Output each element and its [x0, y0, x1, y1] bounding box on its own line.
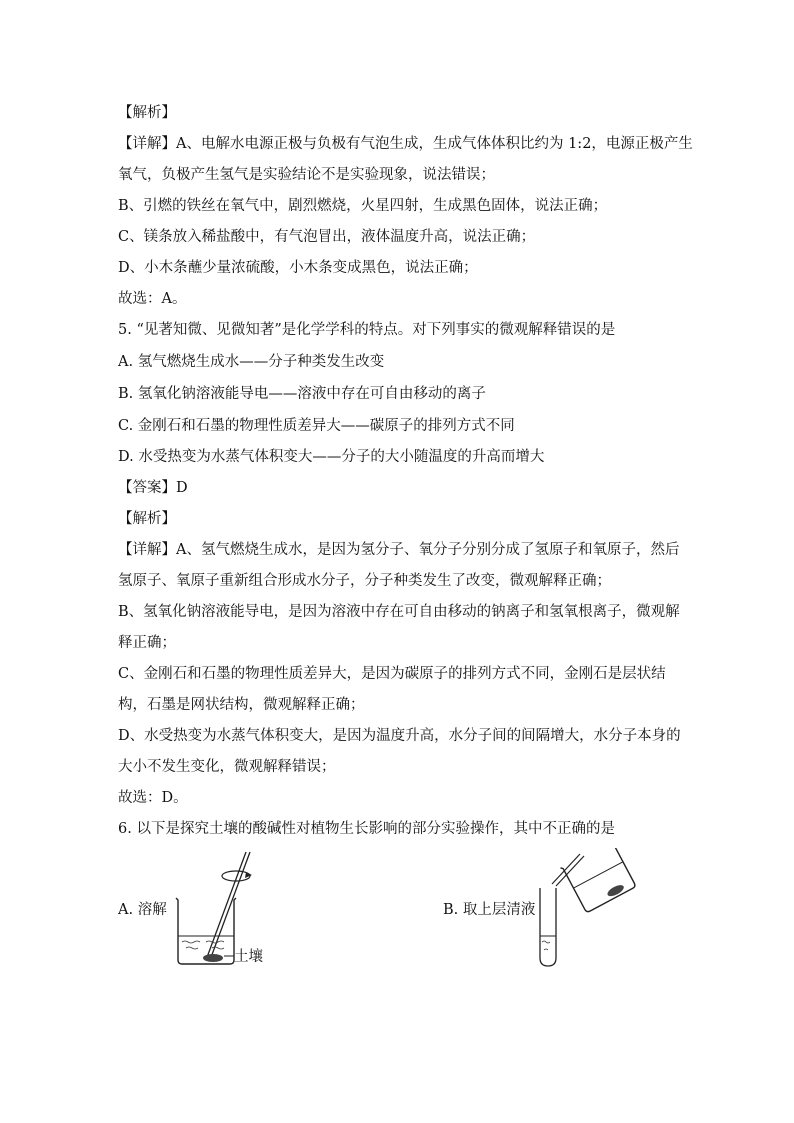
text-line: 氧气，负极产生氢气是实验结论不是实验现象，说法错误；	[118, 167, 495, 183]
text-line: C、金刚石和石墨的物理性质差异大，是因为碳原子的排列方式不同，金刚石是层状结	[118, 666, 666, 682]
option-a-label: A. 溶解	[118, 902, 167, 918]
text-line: A. 氢气燃烧生成水——分子种类发生改变	[118, 354, 385, 370]
text-line: B、氢氧化钠溶液能导电，是因为溶液中存在可自由移动的钠离子和氢氧根离子，微观解	[118, 604, 680, 620]
text-line: 6. 以下是探究土壤的酸碱性对植物生长影响的部分实验操作，其中不正确的是	[118, 821, 615, 837]
text-line: 构，石墨是网状结构，微观解释正确；	[118, 697, 365, 713]
text-line: D、小木条蘸少量浓硫酸，小木条变成黑色，说法正确；	[118, 260, 478, 276]
pouring-supernatant-figure	[528, 848, 638, 970]
text-line: 【详解】A、电解水电源正极与负极有气泡生成，生成气体体积比约为 1:2，电源正极产生	[118, 136, 693, 152]
text-line: C. 金刚石和石墨的物理性质差异大——碳原子的排列方式不同	[118, 418, 515, 434]
text-line: 故选：D。	[118, 790, 188, 806]
text-line: 释正确；	[118, 635, 176, 651]
text-line: D. 水受热变为水蒸气体积变大——分子的大小随温度的升高而增大	[118, 449, 545, 465]
text-line: 【答案】D	[118, 480, 188, 496]
text-line: 氢原子、氧原子重新组合形成水分子，分子种类发生了改变，微观解释正确；	[118, 573, 611, 589]
text-line: C、镁条放入稀盐酸中，有气泡冒出，液体温度升高，说法正确；	[118, 229, 536, 245]
text-line: B、引燃的铁丝在氧气中，剧烈燃烧，火星四射，生成黑色固体，说法正确；	[118, 198, 608, 214]
text-line: 【解析】	[118, 511, 176, 527]
option-b-label: B. 取上层清液	[443, 902, 536, 918]
text-line: 【详解】A、氢气燃烧生成水，是因为氢分子、氧分子分别分成了氢原子和氧原子，然后	[118, 542, 680, 558]
text-line: B. 氢氧化钠溶液能导电——溶液中存在可自由移动的离子	[118, 386, 486, 402]
text-line: D、水受热变为水蒸气体积变大，是因为温度升高，水分子间的间隔增大，水分子本身的	[118, 728, 681, 744]
text-line: 【解析】	[118, 105, 176, 121]
soil-label: 土壤	[234, 949, 263, 965]
text-line: 5. “见著知微、见微知著”是化学学科的特点。对下列事实的微观解释错误的是	[118, 322, 616, 338]
text-line: 大小不发生变化，微观解释错误；	[118, 759, 336, 775]
text-line: 故选：A。	[118, 291, 187, 307]
